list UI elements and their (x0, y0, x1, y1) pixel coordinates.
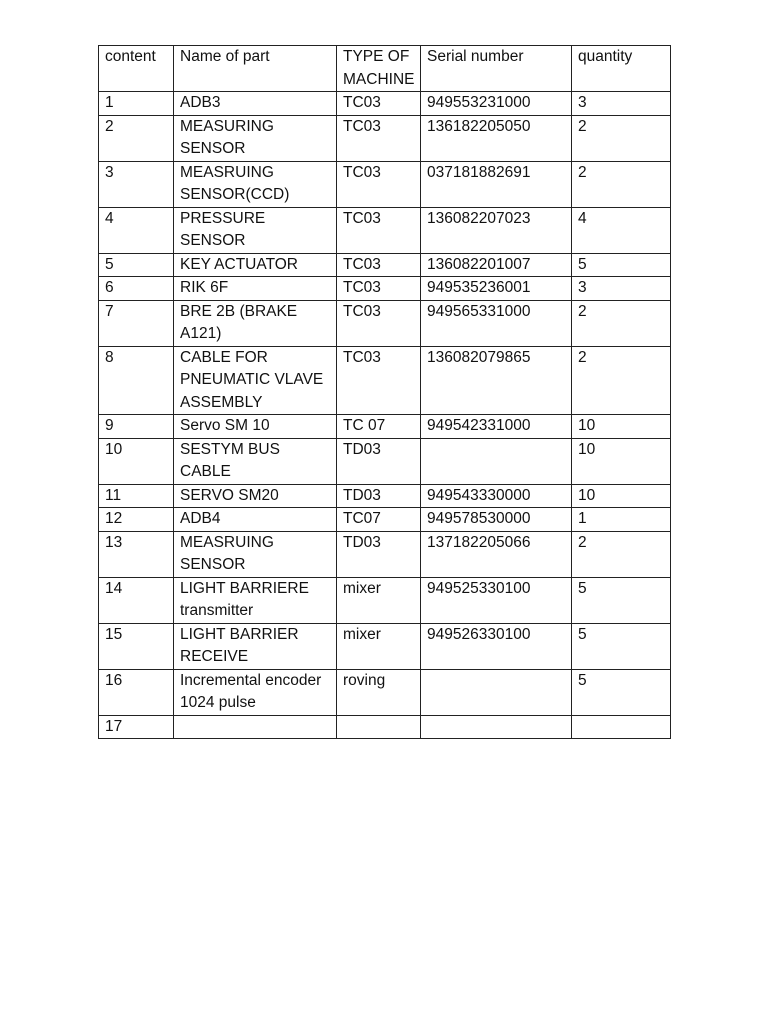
cell-content: 8 (99, 346, 174, 415)
cell-content: 9 (99, 415, 174, 439)
cell-content: 7 (99, 300, 174, 346)
cell-type-of-machine: TC03 (337, 207, 421, 253)
cell-name-of-part: KEY ACTUATOR (174, 253, 337, 277)
cell-type-of-machine: mixer (337, 577, 421, 623)
cell-type-of-machine: TC03 (337, 277, 421, 301)
cell-type-of-machine: mixer (337, 623, 421, 669)
cell-name-of-part: LIGHT BARRIERE transmitter (174, 577, 337, 623)
table-row (99, 300, 671, 346)
cell-content: 17 (99, 715, 174, 739)
cell-name-of-part: BRE 2B (BRAKE A121) (174, 300, 337, 346)
table-row (99, 484, 671, 508)
cell-name-of-part: Incremental encoder 1024 pulse (174, 669, 337, 715)
cell-serial-number: 136082201007 (421, 253, 572, 277)
cell-content: 1 (99, 92, 174, 116)
table-row (99, 715, 671, 739)
cell-type-of-machine (337, 715, 421, 739)
cell-quantity: 2 (572, 346, 671, 415)
table-row (99, 577, 671, 623)
cell-name-of-part: ADB3 (174, 92, 337, 116)
cell-serial-number: 137182205066 (421, 531, 572, 577)
cell-name-of-part: Servo SM 10 (174, 415, 337, 439)
cell-name-of-part: MEASRUING SENSOR (174, 531, 337, 577)
cell-type-of-machine: TD03 (337, 484, 421, 508)
header-type-of-machine: TYPE OF MACHINE (337, 46, 421, 92)
cell-quantity: 10 (572, 415, 671, 439)
header-quantity: quantity (572, 46, 671, 92)
header-serial-number: Serial number (421, 46, 572, 92)
cell-quantity: 10 (572, 484, 671, 508)
cell-serial-number: 136082207023 (421, 207, 572, 253)
table-row (99, 253, 671, 277)
table-row (99, 669, 671, 715)
cell-quantity: 3 (572, 92, 671, 116)
table-row (99, 92, 671, 116)
cell-quantity: 5 (572, 669, 671, 715)
cell-content: 12 (99, 508, 174, 532)
cell-serial-number: 037181882691 (421, 161, 572, 207)
cell-content: 13 (99, 531, 174, 577)
cell-name-of-part: MEASRUING SENSOR(CCD) (174, 161, 337, 207)
cell-quantity (572, 715, 671, 739)
cell-type-of-machine: TC07 (337, 508, 421, 532)
table-row (99, 161, 671, 207)
table-row (99, 531, 671, 577)
parts-table-body (99, 46, 671, 739)
cell-name-of-part: LIGHT BARRIER RECEIVE (174, 623, 337, 669)
cell-serial-number (421, 669, 572, 715)
cell-serial-number: 136082079865 (421, 346, 572, 415)
cell-name-of-part: PRESSURE SENSOR (174, 207, 337, 253)
cell-quantity: 2 (572, 115, 671, 161)
table-row (99, 508, 671, 532)
cell-content: 14 (99, 577, 174, 623)
header-name-of-part: Name of part (174, 46, 337, 92)
cell-serial-number: 949525330100 (421, 577, 572, 623)
table-row (99, 346, 671, 415)
cell-name-of-part (174, 715, 337, 739)
cell-serial-number: 949578530000 (421, 508, 572, 532)
cell-serial-number: 949543330000 (421, 484, 572, 508)
cell-serial-number: 949535236001 (421, 277, 572, 301)
cell-name-of-part: RIK 6F (174, 277, 337, 301)
cell-quantity: 5 (572, 253, 671, 277)
cell-serial-number: 949565331000 (421, 300, 572, 346)
cell-content: 10 (99, 438, 174, 484)
cell-content: 16 (99, 669, 174, 715)
cell-type-of-machine: TC 07 (337, 415, 421, 439)
cell-type-of-machine: TC03 (337, 161, 421, 207)
cell-name-of-part: SESTYM BUS CABLE (174, 438, 337, 484)
cell-content: 11 (99, 484, 174, 508)
cell-quantity: 3 (572, 277, 671, 301)
cell-name-of-part: SERVO SM20 (174, 484, 337, 508)
cell-type-of-machine: roving (337, 669, 421, 715)
cell-content: 3 (99, 161, 174, 207)
cell-quantity: 1 (572, 508, 671, 532)
cell-name-of-part: ADB4 (174, 508, 337, 532)
cell-type-of-machine: TC03 (337, 253, 421, 277)
cell-quantity: 2 (572, 300, 671, 346)
table-row (99, 277, 671, 301)
cell-serial-number: 949526330100 (421, 623, 572, 669)
cell-name-of-part: CABLE FOR PNEUMATIC VLAVE ASSEMBLY (174, 346, 337, 415)
header-content: content (99, 46, 174, 92)
cell-type-of-machine: TD03 (337, 438, 421, 484)
cell-type-of-machine: TC03 (337, 115, 421, 161)
table-row (99, 415, 671, 439)
table-header-row (99, 46, 671, 92)
table-row (99, 623, 671, 669)
cell-name-of-part: MEASURING SENSOR (174, 115, 337, 161)
cell-content: 4 (99, 207, 174, 253)
cell-type-of-machine: TD03 (337, 531, 421, 577)
cell-serial-number (421, 438, 572, 484)
table-row (99, 438, 671, 484)
cell-content: 15 (99, 623, 174, 669)
cell-quantity: 5 (572, 577, 671, 623)
cell-quantity: 2 (572, 161, 671, 207)
cell-serial-number: 136182205050 (421, 115, 572, 161)
cell-content: 6 (99, 277, 174, 301)
cell-type-of-machine: TC03 (337, 346, 421, 415)
cell-serial-number: 949553231000 (421, 92, 572, 116)
cell-quantity: 5 (572, 623, 671, 669)
cell-type-of-machine: TC03 (337, 300, 421, 346)
cell-content: 5 (99, 253, 174, 277)
table-row (99, 115, 671, 161)
table-row (99, 207, 671, 253)
cell-type-of-machine: TC03 (337, 92, 421, 116)
cell-serial-number (421, 715, 572, 739)
cell-content: 2 (99, 115, 174, 161)
cell-serial-number: 949542331000 (421, 415, 572, 439)
cell-quantity: 2 (572, 531, 671, 577)
cell-quantity: 4 (572, 207, 671, 253)
parts-table (98, 45, 671, 739)
cell-quantity: 10 (572, 438, 671, 484)
